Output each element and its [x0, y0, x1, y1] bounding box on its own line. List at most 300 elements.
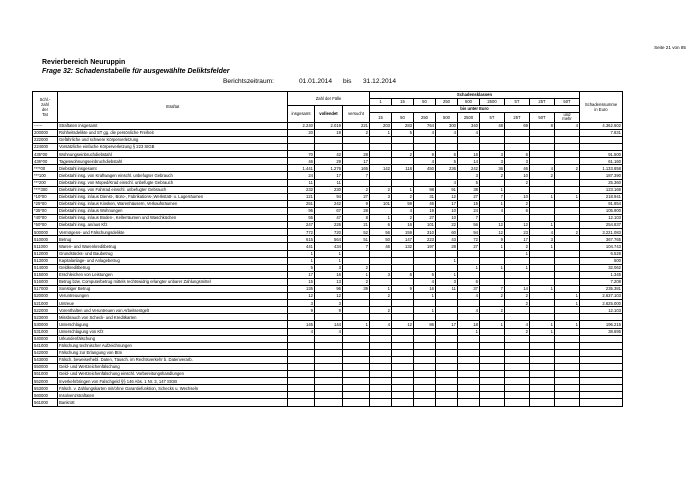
table-row [33, 278, 623, 285]
table-row [33, 385, 623, 392]
table-row [33, 222, 623, 229]
count-cell: 1 [555, 293, 580, 300]
count-cell: 1 [288, 257, 315, 264]
count-cell: 226 [315, 222, 343, 229]
table-row [33, 250, 623, 257]
crime-label: Fälsch. v. Zahlungskarten mit/ohne Garantiefunktion, Schecks u. Wechseln [58, 385, 288, 392]
crime-key: 560000 [33, 392, 58, 399]
count-cell [505, 144, 530, 151]
count-cell: 4 [458, 293, 480, 300]
damage-sum-cell: 7.208 [580, 278, 623, 285]
count-cell: 232 [288, 186, 315, 193]
count-cell: 10 [436, 207, 458, 214]
count-cell [414, 314, 436, 321]
count-cell: 1 [436, 257, 458, 264]
count-cell [414, 328, 436, 335]
count-cell [555, 215, 580, 222]
count-cell [315, 364, 343, 371]
table-body [33, 122, 623, 406]
count-cell [370, 250, 392, 257]
count-cell: 5 [458, 179, 480, 186]
count-cell: 165 [343, 165, 370, 172]
count-cell [392, 158, 414, 165]
count-cell [370, 179, 392, 186]
count-cell: 5 [436, 158, 458, 165]
crime-key: 551000 [33, 371, 58, 378]
class-upper: 50 [392, 113, 414, 123]
table-row [33, 371, 623, 378]
damage-sum-cell [580, 399, 623, 406]
attempted-header: versucht [343, 106, 370, 123]
count-cell: 3 [315, 264, 343, 271]
count-cell [370, 257, 392, 264]
count-cell: 4 [530, 165, 555, 172]
count-cell [436, 314, 458, 321]
count-cell [458, 371, 480, 378]
damage-sum-cell: 4.362.602 [580, 122, 623, 129]
count-cell [530, 271, 555, 278]
count-cell [414, 137, 436, 144]
count-cell [458, 314, 480, 321]
damage-sum-cell: 32.062 [580, 264, 623, 271]
count-cell: 12 [436, 193, 458, 200]
count-cell [343, 300, 370, 307]
crime-key: 540000 [33, 335, 58, 342]
count-cell: 118 [392, 165, 414, 172]
count-cell: 2 [343, 129, 370, 136]
count-cell: 2 [505, 243, 530, 250]
count-cell: 98 [414, 186, 436, 193]
count-cell [480, 215, 505, 222]
count-cell [392, 342, 414, 349]
crime-label: Sonstiger Betrug [58, 285, 288, 292]
count-cell [555, 385, 580, 392]
count-cell [392, 264, 414, 271]
class-upper: 15 [370, 113, 392, 123]
count-cell [370, 371, 392, 378]
count-cell: 1 [436, 271, 458, 278]
count-cell: 36 [480, 165, 505, 172]
class-lower: 25T [530, 99, 555, 106]
count-cell [505, 335, 530, 342]
count-cell: 2 [505, 328, 530, 335]
class-lower: 500 [458, 99, 480, 106]
count-cell: 1 [392, 186, 414, 193]
table-row [33, 165, 623, 172]
damage-sum-cell: 187.390 [580, 172, 623, 179]
count-cell [414, 356, 436, 363]
crime-key: *10*00 [33, 193, 58, 200]
count-cell: 3 [480, 158, 505, 165]
count-cell: 42 [315, 151, 343, 158]
count-cell [530, 207, 555, 214]
count-cell: 3 [315, 300, 343, 307]
crime-key: *50*00 [33, 222, 58, 229]
count-cell [370, 207, 392, 214]
count-cell [436, 349, 458, 356]
count-cell [436, 356, 458, 363]
damage-sum-cell: 1.133.858 [580, 165, 623, 172]
crime-label: Vorenthalten und Veruntreuen von Arbeitsentgelt [58, 307, 288, 314]
crime-key: ****300 [33, 186, 58, 193]
count-cell: 27 [343, 193, 370, 200]
count-cell [288, 385, 315, 392]
count-cell: 9 [343, 200, 370, 207]
count-cell [530, 385, 555, 392]
crime-key: 435*00 [33, 151, 58, 158]
count-cell [555, 137, 580, 144]
crime-label: Tageswohnungseinbruchdiebstahl [58, 158, 288, 165]
crime-label: Diebstahl insgesamt [58, 165, 288, 172]
count-cell: 147 [392, 236, 414, 243]
count-cell: 28 [343, 207, 370, 214]
table-row [33, 314, 623, 321]
count-cell [555, 172, 580, 179]
crime-key: 541000 [33, 342, 58, 349]
crime-key: 543000 [33, 356, 58, 363]
damage-sum-cell [580, 314, 623, 321]
count-cell: 2 [370, 307, 392, 314]
count-cell: 9 [392, 285, 414, 292]
count-cell: 764 [414, 122, 436, 129]
count-cell [530, 137, 555, 144]
crime-label: Diebstahl insg. von Kraftwagen einschl. unbefugter Gebrauch [58, 172, 288, 179]
count-cell [555, 335, 580, 342]
period-to: 31.12.2014 [363, 78, 397, 85]
count-cell: 1 [458, 264, 480, 271]
count-cell [530, 151, 555, 158]
damage-sum-cell: 235.381 [580, 285, 623, 292]
count-cell [505, 257, 530, 264]
table-row [33, 335, 623, 342]
class-lower: 5T [505, 99, 530, 106]
count-cell: 19 [414, 207, 436, 214]
count-cell: 121 [288, 193, 315, 200]
crime-label: Unterschlagung [58, 321, 288, 328]
count-cell: 6 [414, 271, 436, 278]
count-cell: 1 [505, 250, 530, 257]
count-cell: 15 [458, 200, 480, 207]
count-cell: 145 [288, 321, 315, 328]
count-cell: 2 [370, 293, 392, 300]
count-cell: 28 [343, 151, 370, 158]
count-cell [480, 371, 505, 378]
count-cell [414, 257, 436, 264]
count-cell [392, 335, 414, 342]
crime-key: ****00 [33, 165, 58, 172]
count-cell [530, 342, 555, 349]
count-cell: 17 [505, 236, 530, 243]
class-upper: 50T [530, 113, 555, 123]
crime-label: Rohheitsdelikte und ST gg. die persönliche Freiheit [58, 129, 288, 136]
count-cell [436, 342, 458, 349]
count-cell [480, 328, 505, 335]
damage-sum-cell [580, 356, 623, 363]
count-cell [480, 335, 505, 342]
count-cell: 2 [480, 172, 505, 179]
count-cell [555, 349, 580, 356]
class-lower: 50 [414, 99, 436, 106]
crime-label: Insolvenzstraftaten [58, 392, 288, 399]
table-row [33, 356, 623, 363]
count-cell: 3 [370, 193, 392, 200]
damage-sum-cell [580, 349, 623, 356]
table-row [33, 328, 623, 335]
count-cell: 31 [414, 193, 436, 200]
count-cell [555, 207, 580, 214]
crime-label: Diebstahl insg. in/aus Kiosken, Warenhäusern, Verkaufsräumen [58, 200, 288, 207]
count-cell [392, 399, 414, 406]
count-cell [530, 158, 555, 165]
count-cell [343, 179, 370, 186]
period-from: 01.01.2014 [299, 78, 333, 85]
count-cell [370, 335, 392, 342]
table-row [33, 392, 623, 399]
count-cell: 1 [458, 328, 480, 335]
table-row [33, 257, 623, 264]
table-row [33, 200, 623, 207]
count-cell: 1 [315, 250, 343, 257]
table-row [33, 300, 623, 307]
bis-unter-header: bis unter Euro [370, 106, 580, 113]
count-cell [315, 356, 343, 363]
crime-label: Betrug bzw. Computerbetrug mittels rechtswidrig erlangter unbarer Zahlungsmittel [58, 278, 288, 285]
count-cell: 3 [288, 300, 315, 307]
count-cell: 96 [315, 285, 343, 292]
count-cell: 9 [288, 307, 315, 314]
count-cell [555, 314, 580, 321]
count-cell [555, 200, 580, 207]
count-cell [288, 335, 315, 342]
sum-header: Schadenssumme in Euro [580, 92, 623, 123]
crime-label: Unterschlagung von Kfz [58, 328, 288, 335]
count-cell: 1 [555, 300, 580, 307]
count-cell: 720 [315, 229, 343, 236]
damage-sum-cell: 12.103 [580, 215, 623, 222]
count-cell [530, 200, 555, 207]
count-cell: 1 [480, 200, 505, 207]
count-cell [530, 179, 555, 186]
count-cell [370, 364, 392, 371]
count-cell: 12 [480, 229, 505, 236]
count-cell: 197 [414, 243, 436, 250]
count-cell: 6 [392, 271, 414, 278]
count-cell: 564 [315, 236, 343, 243]
count-cell: 615 [288, 236, 315, 243]
crime-label: Diebstahl insg. an/aus Kfz [58, 222, 288, 229]
count-cell [480, 144, 505, 151]
count-cell [436, 335, 458, 342]
table-row [33, 229, 623, 236]
table-row [33, 293, 623, 300]
count-cell: 3 [480, 151, 505, 158]
count-cell: 29 [315, 158, 343, 165]
count-cell [315, 399, 343, 406]
count-cell [315, 314, 343, 321]
count-cell [288, 399, 315, 406]
damage-sum-cell [580, 385, 623, 392]
count-cell: 4 [288, 328, 315, 335]
count-cell: 14 [458, 158, 480, 165]
count-cell: 4 [414, 278, 436, 285]
crime-key: 512000 [33, 250, 58, 257]
count-cell [370, 264, 392, 271]
count-cell: 17 [343, 158, 370, 165]
count-cell [458, 335, 480, 342]
count-cell [530, 144, 555, 151]
crime-key: 550000 [33, 364, 58, 371]
count-cell: 441 [288, 243, 315, 250]
count-cell: 37 [458, 285, 480, 292]
count-cell [458, 385, 480, 392]
table-row [33, 349, 623, 356]
crime-label: Inverkehrbringen von Falschgeld §§ 146 Abs. 1 Nr. 3, 147 StGB [58, 378, 288, 385]
crime-key: ------ [33, 122, 58, 129]
count-cell [315, 349, 343, 356]
damage-sum-cell: 196.215 [580, 321, 623, 328]
count-cell: 2 [555, 229, 580, 236]
count-cell: 1 [315, 257, 343, 264]
count-cell: 340 [458, 122, 480, 129]
count-cell: 20 [288, 129, 315, 136]
count-cell [480, 392, 505, 399]
count-cell: 67 [315, 207, 343, 214]
count-cell [436, 144, 458, 151]
count-cell: 1 [370, 285, 392, 292]
count-cell: 2 [505, 200, 530, 207]
count-cell: 46 [370, 243, 392, 250]
count-cell: 1 [343, 271, 370, 278]
table-row [33, 193, 623, 200]
count-cell [414, 385, 436, 392]
count-cell [343, 335, 370, 342]
table-row [33, 342, 623, 349]
count-cell: 142 [370, 165, 392, 172]
count-cell [414, 364, 436, 371]
count-cell [436, 137, 458, 144]
count-cell: 27 [458, 193, 480, 200]
damage-sum-cell [580, 335, 623, 342]
count-cell [530, 314, 555, 321]
count-cell [458, 392, 480, 399]
crime-key: 513000 [33, 257, 58, 264]
table-row [33, 207, 623, 214]
count-cell [288, 314, 315, 321]
crime-label: Diebstahl insg. in/aus Dienst-, Büro-, Fabrikations-,Werkstatt- u. Lagerräumen [58, 193, 288, 200]
count-cell [530, 257, 555, 264]
count-cell: 48 [480, 122, 505, 129]
count-cell: 95 [288, 207, 315, 214]
crime-key: 520000 [33, 293, 58, 300]
count-cell [530, 349, 555, 356]
count-cell: 6 [436, 151, 458, 158]
count-cell [392, 385, 414, 392]
count-cell [505, 314, 530, 321]
count-cell: 450 [414, 165, 436, 172]
damage-sum-cell [580, 378, 623, 385]
crime-key: ***100 [33, 172, 58, 179]
count-cell: 4 [414, 158, 436, 165]
count-cell [392, 356, 414, 363]
damage-table [32, 91, 623, 407]
count-cell [436, 399, 458, 406]
count-cell [370, 399, 392, 406]
count-cell: 159 [392, 229, 414, 236]
count-cell: 46 [505, 165, 530, 172]
class-lower: 1 [370, 99, 392, 106]
crime-label: Diebstahl insg. in/aus Boden-, Kellerräumen und Waschküchen [58, 215, 288, 222]
count-cell: 8 [343, 215, 370, 222]
count-cell [392, 392, 414, 399]
crime-label: Fälsch. beweiserhebl. Daten, Täusch. im Rechtsverkehr b. Datenverarb. [58, 356, 288, 363]
count-cell: 4 [414, 129, 436, 136]
damage-sum-cell: 61.160 [580, 158, 623, 165]
key-header: Schl.- zahl der Tat [33, 92, 58, 123]
count-cell [458, 378, 480, 385]
crime-label: Fälschung technischer Aufzeichnungen [58, 342, 288, 349]
crime-label: Wohnungseinbruchdiebstahl [58, 151, 288, 158]
cases-header: Zahl der Fälle [288, 92, 370, 106]
crime-key: 436*00 [33, 158, 58, 165]
count-cell [392, 328, 414, 335]
count-cell: 69 [505, 122, 530, 129]
count-cell [370, 349, 392, 356]
count-cell [288, 364, 315, 371]
count-cell: 4 [555, 122, 580, 129]
count-cell: 236 [436, 165, 458, 172]
damage-sum-cell: 2.625.000 [580, 300, 623, 307]
crime-label: Waren- und Warenkreditbetrug [58, 243, 288, 250]
count-cell [392, 179, 414, 186]
count-cell [458, 144, 480, 151]
crime-label: Betrug [58, 236, 288, 243]
period-bis: bis [343, 78, 352, 85]
count-cell [480, 342, 505, 349]
count-cell [343, 349, 370, 356]
count-cell [315, 371, 343, 378]
count-cell: 27 [414, 215, 436, 222]
count-cell [414, 250, 436, 257]
crime-key: *35*00 [33, 207, 58, 214]
count-cell [555, 285, 580, 292]
count-cell: 21 [343, 222, 370, 229]
count-cell: 60 [436, 229, 458, 236]
count-cell: 4 [458, 307, 480, 314]
count-cell [370, 385, 392, 392]
count-cell: 1 [530, 222, 555, 229]
count-cell [530, 307, 555, 314]
crime-key: 222000 [33, 137, 58, 144]
count-cell: 18 [458, 321, 480, 328]
crime-label: Veruntreuungen [58, 293, 288, 300]
count-cell: 56 [370, 229, 392, 236]
crime-key: 517000 [33, 285, 58, 292]
damage-sum-cell [580, 137, 623, 144]
count-cell: 4 [505, 321, 530, 328]
count-cell: 12 [315, 293, 343, 300]
count-cell [436, 371, 458, 378]
count-cell: 3 [530, 236, 555, 243]
count-cell [414, 300, 436, 307]
count-cell: 9 [315, 307, 343, 314]
count-cell: 7 [480, 285, 505, 292]
count-cell [288, 371, 315, 378]
count-cell [555, 179, 580, 186]
count-cell: 10 [505, 172, 530, 179]
table-row [33, 378, 623, 385]
completed-header: vollendet [315, 106, 343, 123]
count-cell: 223 [414, 236, 436, 243]
